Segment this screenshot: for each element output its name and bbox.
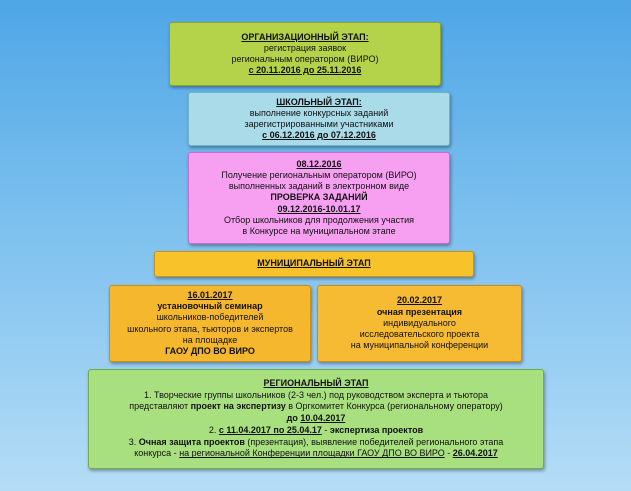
municipal-stage-title: МУНИЦИПАЛЬНЫЙ ЭТАП (257, 258, 371, 269)
regional-item1-deadline: 10.04.2017 (300, 413, 346, 424)
regional-item3-line2 (134, 448, 498, 460)
regional-stage-title: РЕГИОНАЛЬНЫЙ ЭТАП (263, 377, 369, 388)
check-stage-line3: Отбор школьников для продолжения участия (223, 214, 415, 225)
seminar-title: установочный семинар (157, 301, 263, 312)
check-stage-line1: Получение региональным оператором (ВИРО) (221, 169, 417, 180)
check-stage-line4: в Конкурсе на муниципальном этапе (242, 226, 396, 236)
regional-item3-e: - (444, 448, 453, 459)
check-stage-box (188, 152, 450, 244)
municipal-stage-box (154, 251, 474, 277)
org-stage-title: ОРГАНИЗАЦИОННЫЙ ЭТАП: (241, 31, 369, 42)
check-stage-date: 08.12.2016 (296, 158, 342, 169)
regional-stage-box (88, 369, 544, 469)
presentation-line2: исследовательского проекта (359, 329, 480, 340)
seminar-box (109, 285, 311, 362)
regional-item2-dates: с 11.04.2017 по 25.04.17 (218, 424, 322, 435)
school-stage-line2: зарегистрированными участниками (244, 119, 394, 129)
regional-item3-d: конкурса - (134, 448, 180, 459)
school-stage-line1: выполнение конкурсных заданий (249, 107, 389, 118)
regional-item1-line2-c: в Оргкомитет Конкурса (региональному оператору) (285, 401, 503, 412)
check-stage-dates: 09.12.2016-10.01.17 (277, 203, 361, 214)
check-stage-title: ПРОВЕРКА ЗАДАНИЙ (270, 192, 368, 203)
seminar-line3: на площадке (182, 334, 238, 345)
regional-item2-c: - (321, 424, 330, 435)
regional-item2-text: экспертиза проектов (329, 424, 424, 435)
regional-item1-line3 (287, 413, 346, 425)
regional-item3-venue: на региональной Конференции площадки ГАОУ ДПО ВО ВИРО (179, 448, 445, 459)
org-stage-line2: региональным оператором (ВИРО) (231, 54, 379, 64)
regional-item2 (209, 425, 423, 437)
regional-item1-line2-b: проект на экспертизу (190, 401, 286, 412)
regional-item2-a: 2. (208, 424, 219, 435)
regional-item3-line1 (129, 437, 503, 449)
regional-item1-line2-a: представляют (129, 401, 191, 412)
seminar-line1: школьников-победителей (156, 312, 264, 323)
regional-item1-line2 (129, 401, 503, 413)
school-stage-dates: с 06.12.2016 до 07.12.2016 (262, 130, 376, 141)
regional-item3-c: (презентация), выявление победителей регионального этапа (244, 436, 504, 447)
presentation-box (317, 285, 522, 362)
org-stage-dates: с 20.11.2016 до 25.11.2016 (248, 65, 362, 76)
presentation-line1: индивидуального (383, 317, 456, 328)
seminar-line2: школьного этапа, тьюторов и экспертов (127, 323, 293, 334)
seminar-date: 16.01.2017 (187, 289, 233, 300)
school-stage-title: ШКОЛЬНЫЙ ЭТАП: (276, 96, 362, 107)
check-stage-line2: выполненных заданий в электронном виде (228, 181, 410, 192)
org-stage-box (169, 22, 441, 86)
presentation-line3: на муниципальной конференции (350, 340, 489, 351)
regional-item1-line1: 1. Творческие группы школьников (2-3 чел.) под руководством эксперта и тьютора (143, 389, 489, 400)
school-stage-box (188, 92, 450, 146)
seminar-venue: ГАОУ ДПО ВО ВИРО (165, 345, 255, 356)
org-stage-line1: регистрация заявок (263, 42, 347, 53)
presentation-title: очная презентация (376, 306, 463, 317)
presentation-date: 20.02.2017 (396, 295, 443, 306)
regional-item1-line3-a: до (286, 413, 301, 424)
regional-item3-date: 26.04.2017 (452, 448, 498, 459)
regional-item3-a: 3. (128, 436, 139, 447)
regional-item3-b: Очная защита проектов (138, 436, 245, 447)
